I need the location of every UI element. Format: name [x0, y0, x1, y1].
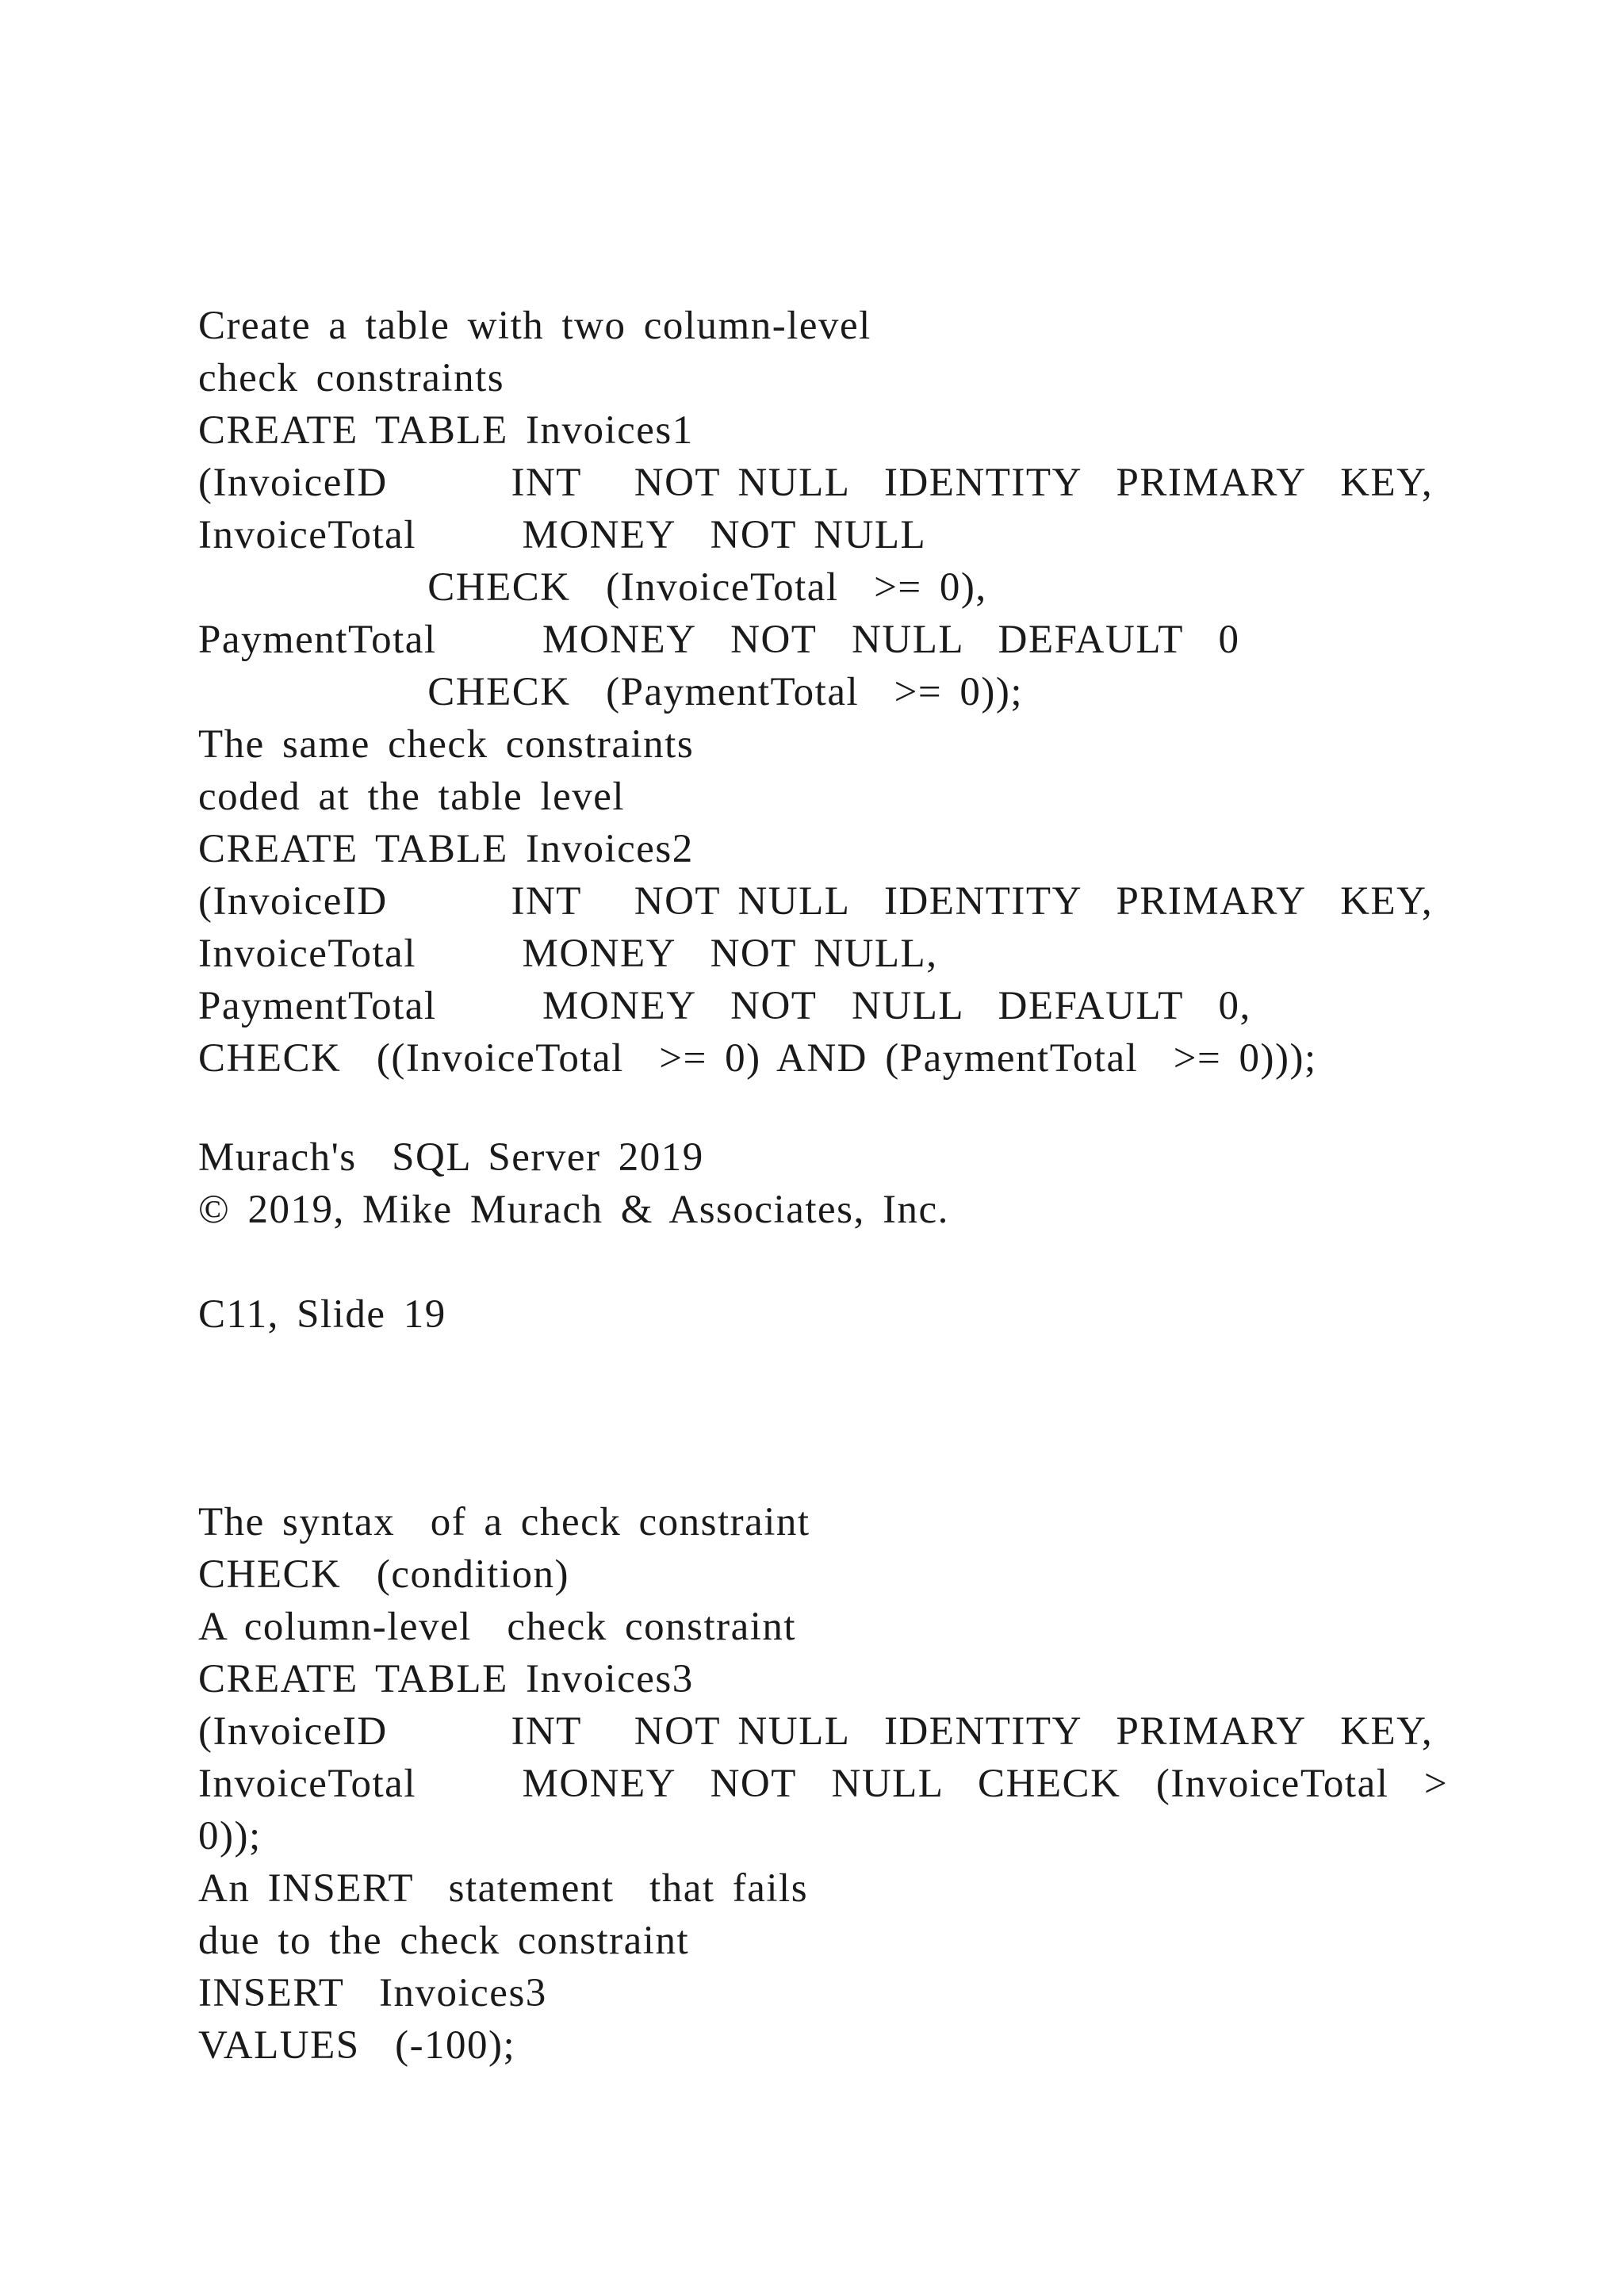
slide-footer — [198, 1131, 1435, 1236]
heading-line: An INSERT statement that fails — [198, 1866, 809, 1911]
slide-number-block — [198, 1288, 1435, 1341]
code-line: INSERT Invoices3 — [198, 1971, 547, 2015]
check-syntax-section — [198, 1496, 1449, 2072]
code-line: InvoiceTotal MONEY NOT NULL, — [198, 932, 938, 976]
code-line: InvoiceTotal MONEY NOT NULL — [198, 513, 927, 557]
code-line: 0)); — [198, 1814, 262, 1858]
code-line: CHECK ((InvoiceTotal >= 0) AND (PaymentTotal >= 0))); — [198, 1036, 1317, 1081]
heading-line: The same check constraints — [198, 722, 695, 767]
code-line: CHECK (InvoiceTotal >= 0), — [198, 565, 987, 610]
book-title: Murach's SQL Server 2019 — [198, 1135, 704, 1180]
code-line: CHECK (condition) — [198, 1552, 569, 1597]
code-line: PaymentTotal MONEY NOT NULL DEFAULT 0, — [198, 984, 1251, 1028]
code-line: (InvoiceID INT NOT NULL IDENTITY PRIMARY KEY, — [198, 879, 1434, 924]
code-line: CREATE TABLE Invoices2 — [198, 827, 694, 871]
heading-line: The syntax of a check constraint — [198, 1500, 810, 1544]
heading-line: check constraints — [198, 356, 505, 400]
code-line: CREATE TABLE Invoices1 — [198, 408, 694, 453]
heading-line: A column-level check constraint — [198, 1605, 797, 1649]
code-line: (InvoiceID INT NOT NULL IDENTITY PRIMARY KEY, — [198, 461, 1434, 505]
code-line: PaymentTotal MONEY NOT NULL DEFAULT 0 — [198, 618, 1240, 662]
heading-line: Create a table with two column-level — [198, 304, 871, 348]
code-line: VALUES (-100); — [198, 2023, 516, 2068]
code-line: InvoiceTotal MONEY NOT NULL CHECK (InvoiceTotal > — [198, 1762, 1449, 1806]
heading-line: due to the check constraint — [198, 1919, 690, 1963]
code-line: CHECK (PaymentTotal >= 0)); — [198, 670, 1024, 714]
slide-label: C11, Slide 19 — [198, 1292, 446, 1337]
check-constraints-section — [198, 300, 1435, 1085]
copyright-notice: © 2019, Mike Murach & Associates, Inc. — [198, 1188, 949, 1232]
heading-line: coded at the table level — [198, 775, 626, 819]
code-line: CREATE TABLE Invoices3 — [198, 1657, 694, 1701]
code-line: (InvoiceID INT NOT NULL IDENTITY PRIMARY KEY, — [198, 1709, 1434, 1754]
